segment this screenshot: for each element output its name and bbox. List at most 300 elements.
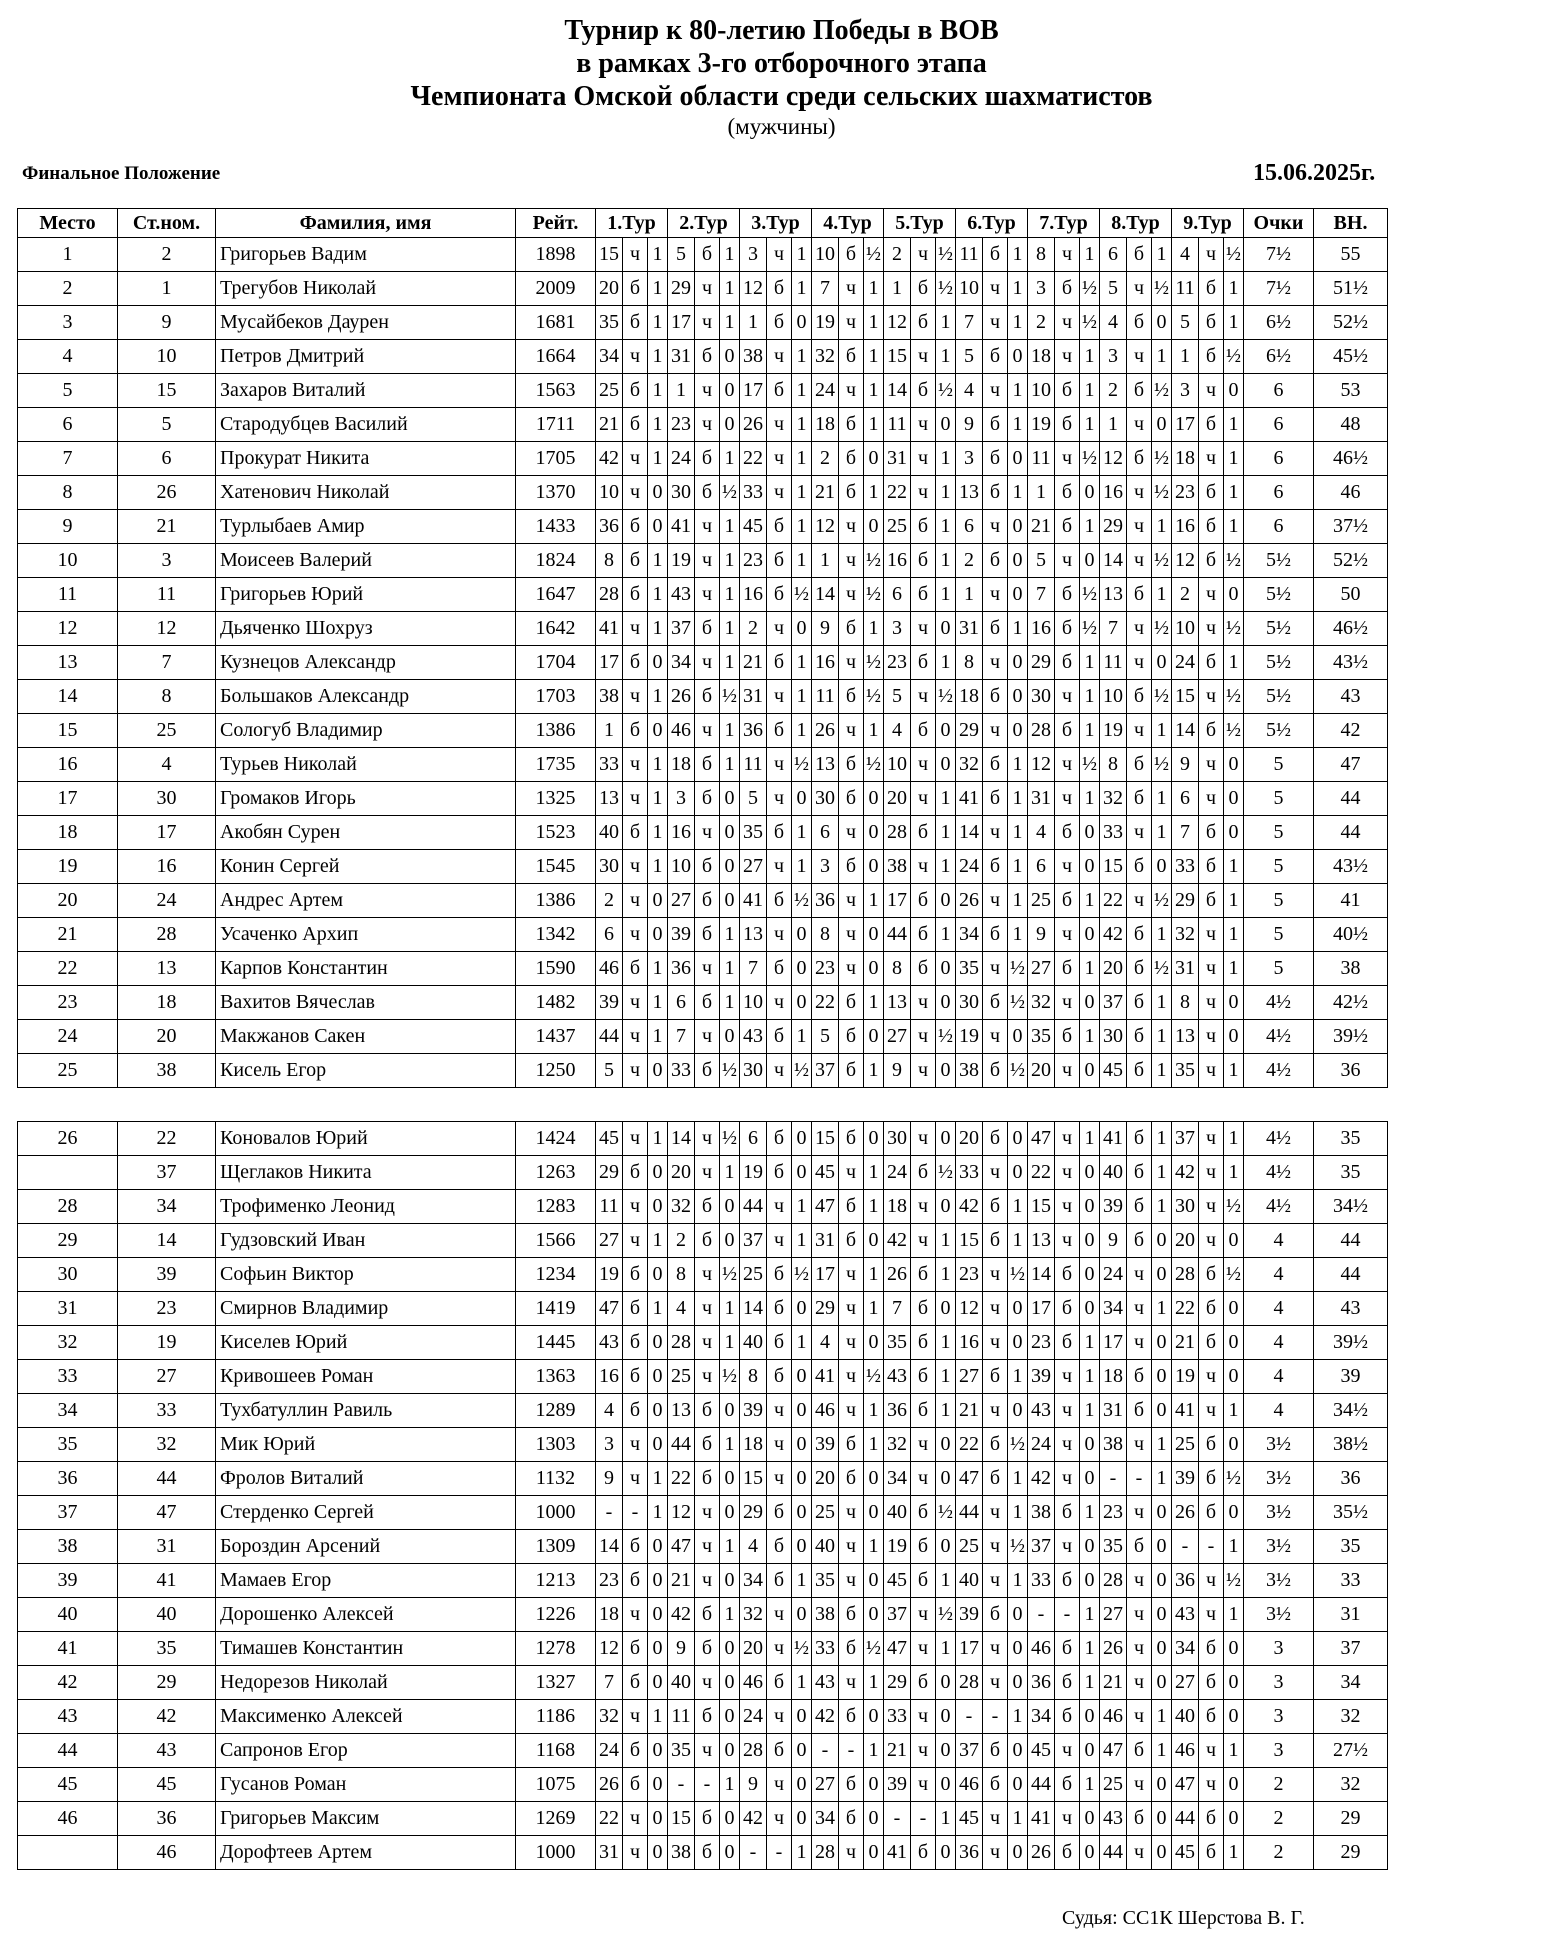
table-cell: ч [1055,1394,1080,1428]
table-cell: 1 [1008,1564,1028,1598]
table-cell: б [983,1122,1008,1156]
table-cell: б [1055,1666,1080,1700]
table-cell: 0 [1224,1292,1244,1326]
table-cell: ч [839,1258,864,1292]
table-cell: ч [1199,612,1224,646]
table-cell: б [911,816,936,850]
table-cell: 23 [1172,476,1199,510]
table-cell: ½ [1008,1054,1028,1088]
table-cell: - [956,1700,983,1734]
table-cell: б [911,578,936,612]
table-cell: б [839,1632,864,1666]
table-cell: 1 [936,1326,956,1360]
table-cell: б [1127,1802,1152,1836]
table-cell: 1 [864,884,884,918]
table-cell: - [911,1802,936,1836]
table-cell: ч [623,1700,648,1734]
table-cell: 0 [936,714,956,748]
table-cell: 39 [668,918,695,952]
table-cell: 2 [596,884,623,918]
table-cell: 10 [668,850,695,884]
table-cell: б [1055,578,1080,612]
table-cell: б [1199,1462,1224,1496]
table-cell: 0 [1008,1598,1028,1632]
table-cell: 0 [864,1768,884,1802]
table-cell: ч [839,1564,864,1598]
table-cell: б [1199,1326,1224,1360]
table-cell: 44 [1314,1258,1388,1292]
table-cell: 0 [1080,850,1100,884]
table-cell: 1 [648,1224,668,1258]
table-cell: б [695,1598,720,1632]
table-cell: ч [983,816,1008,850]
table-cell: б [1127,952,1152,986]
table-cell: 1325 [516,782,596,816]
table-cell: ч [1199,1768,1224,1802]
table-cell: 8 [740,1360,767,1394]
table-cell: б [1055,884,1080,918]
table-cell: б [695,1394,720,1428]
table-cell: 40 [596,816,623,850]
table-cell: 40 [118,1598,216,1632]
table-cell: ч [1127,1428,1152,1462]
table-cell: 42 [956,1190,983,1224]
table-cell: 0 [1152,1394,1172,1428]
table-cell: б [695,476,720,510]
table-cell: 1 [720,1768,740,1802]
table-cell: 1 [1152,816,1172,850]
table-cell: ч [983,1564,1008,1598]
table-cell: ½ [864,544,884,578]
table-cell: ч [623,782,648,816]
table-cell: 11 [118,578,216,612]
table-cell: 35 [1028,1020,1055,1054]
table-cell: 8 [884,952,911,986]
table-cell: Недорезов Николай [216,1666,516,1700]
table-cell: 28 [18,1190,118,1224]
table-cell: б [1127,306,1152,340]
table-cell: 1 [1224,646,1244,680]
table-cell: 1226 [516,1598,596,1632]
table-cell: ч [839,714,864,748]
table-cell: б [911,1530,936,1564]
table-cell: б [1199,850,1224,884]
table-cell: Карпов Константин [216,952,516,986]
table-cell: б [767,1530,792,1564]
table-cell: 0 [864,1802,884,1836]
table-row [18,1666,1388,1700]
table-cell: 19 [18,850,118,884]
table-cell: 0 [1152,1632,1172,1666]
table-cell: б [983,1734,1008,1768]
table-cell: 8 [1100,748,1127,782]
table-cell: б [911,1156,936,1190]
table-cell: б [911,884,936,918]
table-cell: б [1055,1020,1080,1054]
table-cell: 0 [792,1700,812,1734]
table-cell: 34 [812,1802,839,1836]
table-cell: ч [839,1156,864,1190]
table-cell: 42 [668,1598,695,1632]
table-cell: 36 [884,1394,911,1428]
table-cell: б [911,1292,936,1326]
table-cell: 1 [1080,374,1100,408]
table-cell: ч [839,578,864,612]
table-cell: ч [623,1190,648,1224]
table-cell: 34 [1100,1292,1127,1326]
table-cell: 21 [956,1394,983,1428]
table-cell: б [983,918,1008,952]
table-cell: б [1199,1428,1224,1462]
table-cell: 34 [118,1190,216,1224]
table-cell: 1 [1100,408,1127,442]
table-cell: 2 [812,442,839,476]
table-cell: Гусанов Роман [216,1768,516,1802]
table-cell: ч [839,374,864,408]
table-cell: 1 [792,1836,812,1870]
table-cell: 0 [1080,1054,1100,1088]
table-cell: 0 [648,1734,668,1768]
table-cell: 1 [792,816,812,850]
table-cell: 23 [1100,1496,1127,1530]
table-cell: 6½ [1244,340,1314,374]
table-cell: 0 [936,1190,956,1224]
table-cell: 27 [118,1360,216,1394]
table-cell: 1 [792,442,812,476]
table-cell: б [623,1394,648,1428]
table-cell: 35 [1314,1122,1388,1156]
table-cell: б [767,1734,792,1768]
table-cell: 1 [1080,884,1100,918]
table-cell: 29 [740,1496,767,1530]
table-cell: 0 [864,1462,884,1496]
table-cell: 30 [668,476,695,510]
table-cell: 6 [1028,850,1055,884]
table-cell: 38 [1314,952,1388,986]
table-cell: ч [1127,714,1152,748]
table-cell: 0 [1224,1768,1244,1802]
table-cell: 1 [936,1802,956,1836]
table-cell: б [695,884,720,918]
table-cell: ½ [1224,1190,1244,1224]
table-cell: 46 [1314,476,1388,510]
table-cell: 47 [884,1632,911,1666]
table-cell: 1 [1008,1496,1028,1530]
table-cell: б [695,986,720,1020]
table-cell: 13 [1028,1224,1055,1258]
table-cell: 25 [1172,1428,1199,1462]
table-cell: 1 [1008,748,1028,782]
table-cell: 30 [18,1258,118,1292]
table-cell: ч [1199,1394,1224,1428]
table-cell: 1186 [516,1700,596,1734]
table-cell: б [983,340,1008,374]
table-cell: 38 [1028,1496,1055,1530]
table-cell: 40 [884,1496,911,1530]
table-cell: 6 [884,578,911,612]
table-cell: 0 [936,612,956,646]
table-cell: 37 [740,1224,767,1258]
table-cell: б [983,612,1008,646]
table-cell: 25 [1100,1768,1127,1802]
table-cell: 1 [792,408,812,442]
table-cell: 0 [792,612,812,646]
table-cell: 43 [668,578,695,612]
table-cell: ч [623,1122,648,1156]
table-cell: 1 [648,442,668,476]
table-cell: 33 [956,1156,983,1190]
table-cell: 43 [740,1020,767,1054]
table-cell: 3 [668,782,695,816]
table-cell: 15 [1100,850,1127,884]
table-cell: Григорьев Юрий [216,578,516,612]
table-cell: 11 [668,1700,695,1734]
table-cell: 1437 [516,1020,596,1054]
table-cell: 0 [864,1122,884,1156]
table-cell: 0 [936,1530,956,1564]
table-cell: ч [695,374,720,408]
table-cell: 12 [118,612,216,646]
table-cell: 14 [18,680,118,714]
table-cell: 22 [18,952,118,986]
column-header: Рейт. [516,209,596,238]
table-cell: 1 [792,680,812,714]
table-cell: 14 [596,1530,623,1564]
table-cell: 34 [956,918,983,952]
table-cell: ч [1055,1190,1080,1224]
table-cell: 1 [1080,1326,1100,1360]
table-cell: 22 [812,986,839,1020]
table-cell: 38 [812,1598,839,1632]
table-cell: 44 [1028,1768,1055,1802]
table-cell: 40½ [1314,918,1388,952]
table-cell: 34½ [1314,1394,1388,1428]
table-cell: б [695,748,720,782]
table-cell: 21 [668,1564,695,1598]
table-cell: 1 [1080,1768,1100,1802]
table-cell: 23 [18,986,118,1020]
table-row [18,986,1388,1020]
table-row [18,1564,1388,1598]
table-cell: 12 [884,306,911,340]
table-cell: б [1055,816,1080,850]
table-cell: 0 [1224,1326,1244,1360]
table-cell: 1 [740,306,767,340]
table-cell: 0 [936,1734,956,1768]
table-cell: б [695,1428,720,1462]
table-cell: 16 [668,816,695,850]
table-cell: б [1127,1122,1152,1156]
table-cell: 24 [668,442,695,476]
table-cell: 1 [1152,1700,1172,1734]
table-cell: 45 [740,510,767,544]
table-cell: ч [695,1258,720,1292]
table-cell: ч [695,1734,720,1768]
table-cell: 38½ [1314,1428,1388,1462]
table-cell: 32 [596,1700,623,1734]
table-cell: 1 [648,850,668,884]
table-cell: ч [623,986,648,1020]
table-cell: б [1199,714,1224,748]
table-cell: б [839,476,864,510]
table-row [18,748,1388,782]
table-cell: 0 [648,1054,668,1088]
table-cell: 1 [792,714,812,748]
table-cell: б [1055,374,1080,408]
table-cell: 6 [1100,238,1127,272]
table-cell: 1 [1224,442,1244,476]
table-cell: 18 [18,816,118,850]
table-cell: 38 [18,1530,118,1564]
table-cell: 1 [720,714,740,748]
table-cell: 1000 [516,1496,596,1530]
table-cell: 41 [1100,1122,1127,1156]
table-cell: 12 [1028,748,1055,782]
table-cell: 0 [1152,408,1172,442]
table-cell: 22 [118,1122,216,1156]
table-cell: 3½ [1244,1598,1314,1632]
table-cell: 12 [596,1632,623,1666]
table-cell: 1303 [516,1428,596,1462]
table-cell: 16 [1028,612,1055,646]
table-cell: 0 [648,1258,668,1292]
table-cell: ½ [936,238,956,272]
table-cell: б [767,374,792,408]
table-cell: 0 [936,952,956,986]
table-cell: 1 [1152,1462,1172,1496]
table-cell: ч [1127,1768,1152,1802]
table-cell: 11 [1172,272,1199,306]
table-cell: 44 [1314,816,1388,850]
table-cell: 7 [812,272,839,306]
table-cell: 10 [18,544,118,578]
table-cell: 1370 [516,476,596,510]
table-cell: 44 [596,1020,623,1054]
table-cell: 0 [1224,986,1244,1020]
table-cell: 0 [648,1598,668,1632]
table-cell: 1289 [516,1394,596,1428]
table-cell: б [839,1700,864,1734]
table-cell: 14 [1028,1258,1055,1292]
table-cell: 1 [720,578,740,612]
table-cell: ч [1127,884,1152,918]
table-cell: 20 [1172,1224,1199,1258]
table-cell: б [983,1190,1008,1224]
table-cell: ч [839,1836,864,1870]
table-cell: 25 [740,1258,767,1292]
table-cell: 3 [1100,340,1127,374]
table-row [18,1734,1388,1768]
table-cell: 1 [1080,952,1100,986]
table-cell: 1 [792,1224,812,1258]
table-cell: 1 [1224,850,1244,884]
table-cell: б [839,782,864,816]
table-cell: - [623,1496,648,1530]
table-row [18,1836,1388,1870]
table-cell: 40 [1100,1156,1127,1190]
table-cell: 1 [1080,1360,1100,1394]
table-cell: ч [623,238,648,272]
table-cell: ½ [1224,1258,1244,1292]
table-cell: 0 [1224,1802,1244,1836]
table-cell: 42½ [1314,986,1388,1020]
table-cell: 1 [1008,884,1028,918]
table-cell: ч [767,1802,792,1836]
table-cell: 23 [956,1258,983,1292]
table-cell: 39 [812,1428,839,1462]
table-cell: 3½ [1244,1462,1314,1496]
table-cell: 17 [1028,1292,1055,1326]
table-cell: 19 [1028,408,1055,442]
table-row [18,306,1388,340]
table-cell: 1 [864,714,884,748]
table-cell: 0 [720,816,740,850]
table-cell: 0 [792,918,812,952]
table-cell: 1 [1152,1428,1172,1462]
table-cell: 5 [1244,952,1314,986]
table-cell: б [1055,714,1080,748]
table-cell: 6 [1244,442,1314,476]
table-cell: 0 [1224,1224,1244,1258]
table-cell: 5 [956,340,983,374]
table-cell: 18 [118,986,216,1020]
table-cell: б [911,374,936,408]
table-cell: б [1055,1326,1080,1360]
table-cell: 36 [812,884,839,918]
table-cell: 32 [1100,782,1127,816]
table-cell: 29 [1028,646,1055,680]
table-cell: б [695,238,720,272]
table-cell: ч [839,306,864,340]
table-cell: Кривошеев Роман [216,1360,516,1394]
table-cell: 45 [956,1802,983,1836]
table-cell: б [1127,1190,1152,1224]
table-row [18,1428,1388,1462]
table-cell: Гудзовский Иван [216,1224,516,1258]
header-row [18,209,1388,238]
table-cell: 46 [596,952,623,986]
table-cell: 0 [792,1292,812,1326]
table-cell: Стародубцев Василий [216,408,516,442]
table-cell: 1 [720,544,740,578]
table-cell: 1664 [516,340,596,374]
table-cell: 0 [1008,1156,1028,1190]
table-cell: 1168 [516,1734,596,1768]
table-cell: 8 [956,646,983,680]
table-cell: ½ [864,1632,884,1666]
table-row [18,850,1388,884]
table-row [18,1224,1388,1258]
table-cell: б [623,1734,648,1768]
column-header: Ст.ном. [118,209,216,238]
table-cell: 32 [668,1190,695,1224]
table-cell: б [623,1632,648,1666]
table-cell: 31 [956,612,983,646]
table-cell: 1 [596,714,623,748]
table-cell: ч [695,1530,720,1564]
table-cell: б [1199,816,1224,850]
table-cell: 19 [1100,714,1127,748]
table-cell: - [695,1768,720,1802]
table-cell: 0 [936,1122,956,1156]
table-cell: 35½ [1314,1496,1388,1530]
table-cell: 0 [1152,1360,1172,1394]
table-cell: 37 [956,1734,983,1768]
table-cell: 7 [18,442,118,476]
table-cell: 0 [1224,1666,1244,1700]
table-cell: б [623,374,648,408]
table-cell: 1 [936,1224,956,1258]
